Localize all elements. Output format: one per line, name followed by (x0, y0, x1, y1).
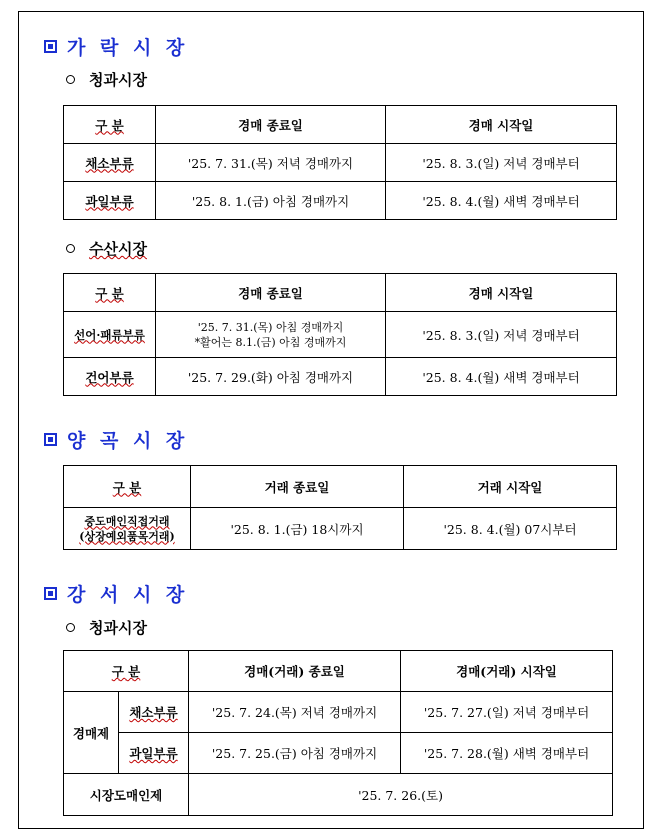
garak-fruit-table (63, 105, 617, 220)
table-row (64, 182, 617, 220)
live-fish-note: *활어는 8.1.(금) 아침 경매까지 (194, 335, 347, 349)
end-date-cell (156, 312, 386, 358)
end-date-cell: '25. 7. 24.(목) 저녁 경매까지 (189, 692, 401, 733)
end-date-cell: '25. 7. 29.(화) 아침 경매까지 (156, 358, 386, 396)
table-header-row (64, 466, 617, 508)
start-date-cell: '25. 8. 3.(일) 저녁 경매부터 (386, 312, 617, 358)
table-row (64, 358, 617, 396)
end-date-cell: '25. 8. 1.(금) 18시까지 (191, 508, 404, 550)
yanggok-table (63, 465, 617, 550)
row-label: 채소부류 (119, 692, 189, 733)
header-cell: 경매 시작일 (386, 274, 617, 312)
subsection-title: 수산시장 (89, 240, 147, 258)
end-date-cell: '25. 7. 25.(금) 아침 경매까지 (189, 733, 401, 774)
row-label: 중도매인직접거래 (상장예외품목거래) (64, 508, 191, 550)
square-bullet-icon (44, 433, 57, 446)
section-title: 강 서 시 장 (67, 584, 189, 606)
table-row (64, 774, 613, 816)
subsection-garak-seafood (66, 238, 147, 259)
start-date-cell: '25. 8. 4.(월) 새벽 경매부터 (386, 182, 617, 220)
table-row (64, 733, 613, 774)
group-label: 경매제 (64, 692, 119, 774)
header-cell: 경매(거래) 종료일 (189, 651, 401, 692)
gangseo-table (63, 650, 613, 816)
section-title: 가 락 시 장 (67, 37, 189, 59)
subsection-gangseo-fruit (66, 617, 147, 638)
end-date-line: '25. 7. 31.(목) 아침 경매까지 (197, 320, 344, 334)
table-header-row (64, 274, 617, 312)
table-row (64, 312, 617, 358)
header-cell: 거래 종료일 (191, 466, 404, 508)
start-date-cell: '25. 7. 27.(일) 저녁 경매부터 (401, 692, 613, 733)
row-label: 과일부류 (119, 733, 189, 774)
table-row (64, 692, 613, 733)
header-cell: 구 분 (64, 274, 156, 312)
header-cell: 구 분 (64, 466, 191, 508)
end-date-cell: '25. 8. 1.(금) 아침 경매까지 (156, 182, 386, 220)
start-date-cell: '25. 8. 4.(월) 새벽 경매부터 (386, 358, 617, 396)
table-header-row (64, 106, 617, 144)
row-label: 시장도매인제 (64, 774, 189, 816)
square-bullet-icon (44, 587, 57, 600)
subsection-garak-fruit (66, 69, 147, 90)
start-date-cell: '25. 8. 3.(일) 저녁 경매부터 (386, 144, 617, 182)
section-garak (44, 33, 188, 60)
header-cell: 경매(거래) 시작일 (401, 651, 613, 692)
header-cell: 경매 종료일 (156, 106, 386, 144)
header-cell: 구 분 (64, 106, 156, 144)
table-row (64, 144, 617, 182)
subsection-title: 청과시장 (89, 619, 147, 637)
start-date-cell: '25. 7. 28.(월) 새벽 경매부터 (401, 733, 613, 774)
header-cell: 경매 종료일 (156, 274, 386, 312)
subsection-title: 청과시장 (89, 71, 147, 89)
start-date-cell: '25. 8. 4.(월) 07시부터 (404, 508, 617, 550)
header-cell: 거래 시작일 (404, 466, 617, 508)
header-cell: 구 분 (64, 651, 189, 692)
header-cell: 경매 시작일 (386, 106, 617, 144)
section-title: 양 곡 시 장 (67, 430, 189, 452)
square-bullet-icon (44, 40, 57, 53)
row-label: 과일부류 (64, 182, 156, 220)
circle-bullet-icon (66, 75, 75, 84)
end-date-cell: '25. 7. 31.(목) 저녁 경매까지 (156, 144, 386, 182)
section-yanggok (44, 426, 188, 453)
row-label: 선어·패류부류 (64, 312, 156, 358)
section-gangseo (44, 580, 188, 607)
circle-bullet-icon (66, 244, 75, 253)
row-label: 건어부류 (64, 358, 156, 396)
row-label: 채소부류 (64, 144, 156, 182)
garak-seafood-table (63, 273, 617, 396)
table-header-row (64, 651, 613, 692)
circle-bullet-icon (66, 623, 75, 632)
table-row (64, 508, 617, 550)
date-cell: '25. 7. 26.(토) (189, 774, 613, 816)
